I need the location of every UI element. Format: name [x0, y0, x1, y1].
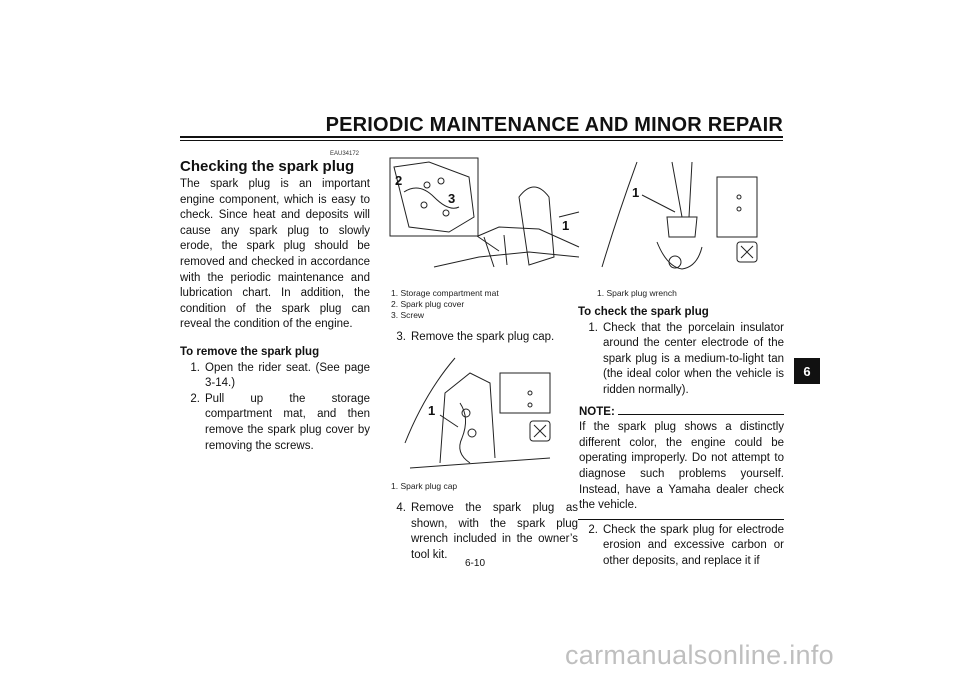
list-item: [578, 523, 784, 570]
figure2-caption: 1. Spark plug cap: [391, 481, 458, 491]
note-text: If the spark plug shows a distinctly different color, the engine could be operating improperly. Do not attempt to diagnose such problems yourself. Instead, have a Yamaha dealer check the vehicle.: [579, 421, 784, 512]
caption-line: 1. Storage compartment mat: [391, 288, 499, 298]
step-number: 3.: [396, 331, 406, 343]
figure-spark-plug-cap: [400, 353, 560, 473]
remove-heading: To remove the spark plug: [180, 345, 320, 358]
list-item: [180, 361, 370, 392]
check-heading: To check the spark plug: [578, 306, 709, 318]
step-text: Check the spark plug for electrode erosion and excessive carbon or other deposits, and replace it if: [603, 523, 784, 567]
step-4: [386, 501, 578, 563]
intro-paragraph: The spark plug is an important engine component, which is easy to check. Since heat and deposits will cause any spark plug to slowly erode, the spark plug should be removed and checked in accordance with the periodic maintenance and lubrication chart. In addition, the condition of the spark plug can reveal the condition of the engine.: [180, 178, 370, 331]
page-header-title: PERIODIC MAINTENANCE AND MINOR REPAIR: [325, 114, 783, 136]
spark-plug-cap-illustration: [400, 353, 560, 473]
header-rule-thin: [180, 140, 783, 141]
page-number: 6-10: [465, 558, 486, 569]
step-text: Check that the porcelain insulator around the center electrode of the spark plug is a medium-to-light tan (the ideal color when the vehicle is ridden normally).: [603, 321, 784, 396]
step-number: 2.: [588, 523, 598, 536]
callout-2: 2: [395, 173, 403, 188]
note-header: [578, 405, 784, 421]
callout-3: 3: [448, 191, 456, 206]
step-number: 1.: [190, 361, 200, 374]
watermark: carmanualsonline.info: [565, 640, 834, 670]
note-label: NOTE:: [579, 405, 615, 418]
list-item: [578, 321, 784, 399]
section-title: Checking the spark plug: [180, 158, 355, 175]
step-number: 2.: [190, 392, 200, 405]
callout-1: 1: [632, 185, 640, 200]
step-text: Pull up the storage compartment mat, and then remove the spark plug cover by removing the screws.: [205, 392, 370, 452]
figure-storage-compartment: [389, 157, 581, 282]
callout-1: 1: [428, 403, 436, 418]
figure1-captions: [391, 288, 499, 321]
figure3-caption: 1. Spark plug wrench: [597, 288, 677, 298]
step-text: Remove the spark plug cap.: [411, 331, 555, 343]
step-text: Remove the spark plug as shown, with the spark plug wrench included in the owner’s tool kit.: [411, 502, 578, 561]
note-rule: [618, 414, 784, 415]
step-number: 4.: [396, 502, 406, 514]
scooter-illustration: [389, 157, 581, 282]
left-column: [180, 177, 370, 454]
caption-line: 3. Screw: [391, 310, 425, 320]
caption-line: 2. Spark plug cover: [391, 299, 465, 309]
note-end-rule: [578, 519, 784, 520]
chapter-tab: 6: [794, 358, 820, 384]
figure-spark-plug-wrench: [597, 157, 762, 277]
step-3: [386, 330, 578, 346]
step-text: Open the rider seat. (See page 3-14.): [205, 361, 370, 390]
header-rule: [180, 136, 783, 138]
spark-plug-wrench-illustration: [597, 157, 762, 277]
step-number: 1.: [588, 321, 598, 334]
section-code: EAU34172: [330, 151, 360, 157]
callout-1: 1: [562, 218, 570, 233]
right-column: [578, 305, 784, 570]
list-item: [180, 392, 370, 454]
